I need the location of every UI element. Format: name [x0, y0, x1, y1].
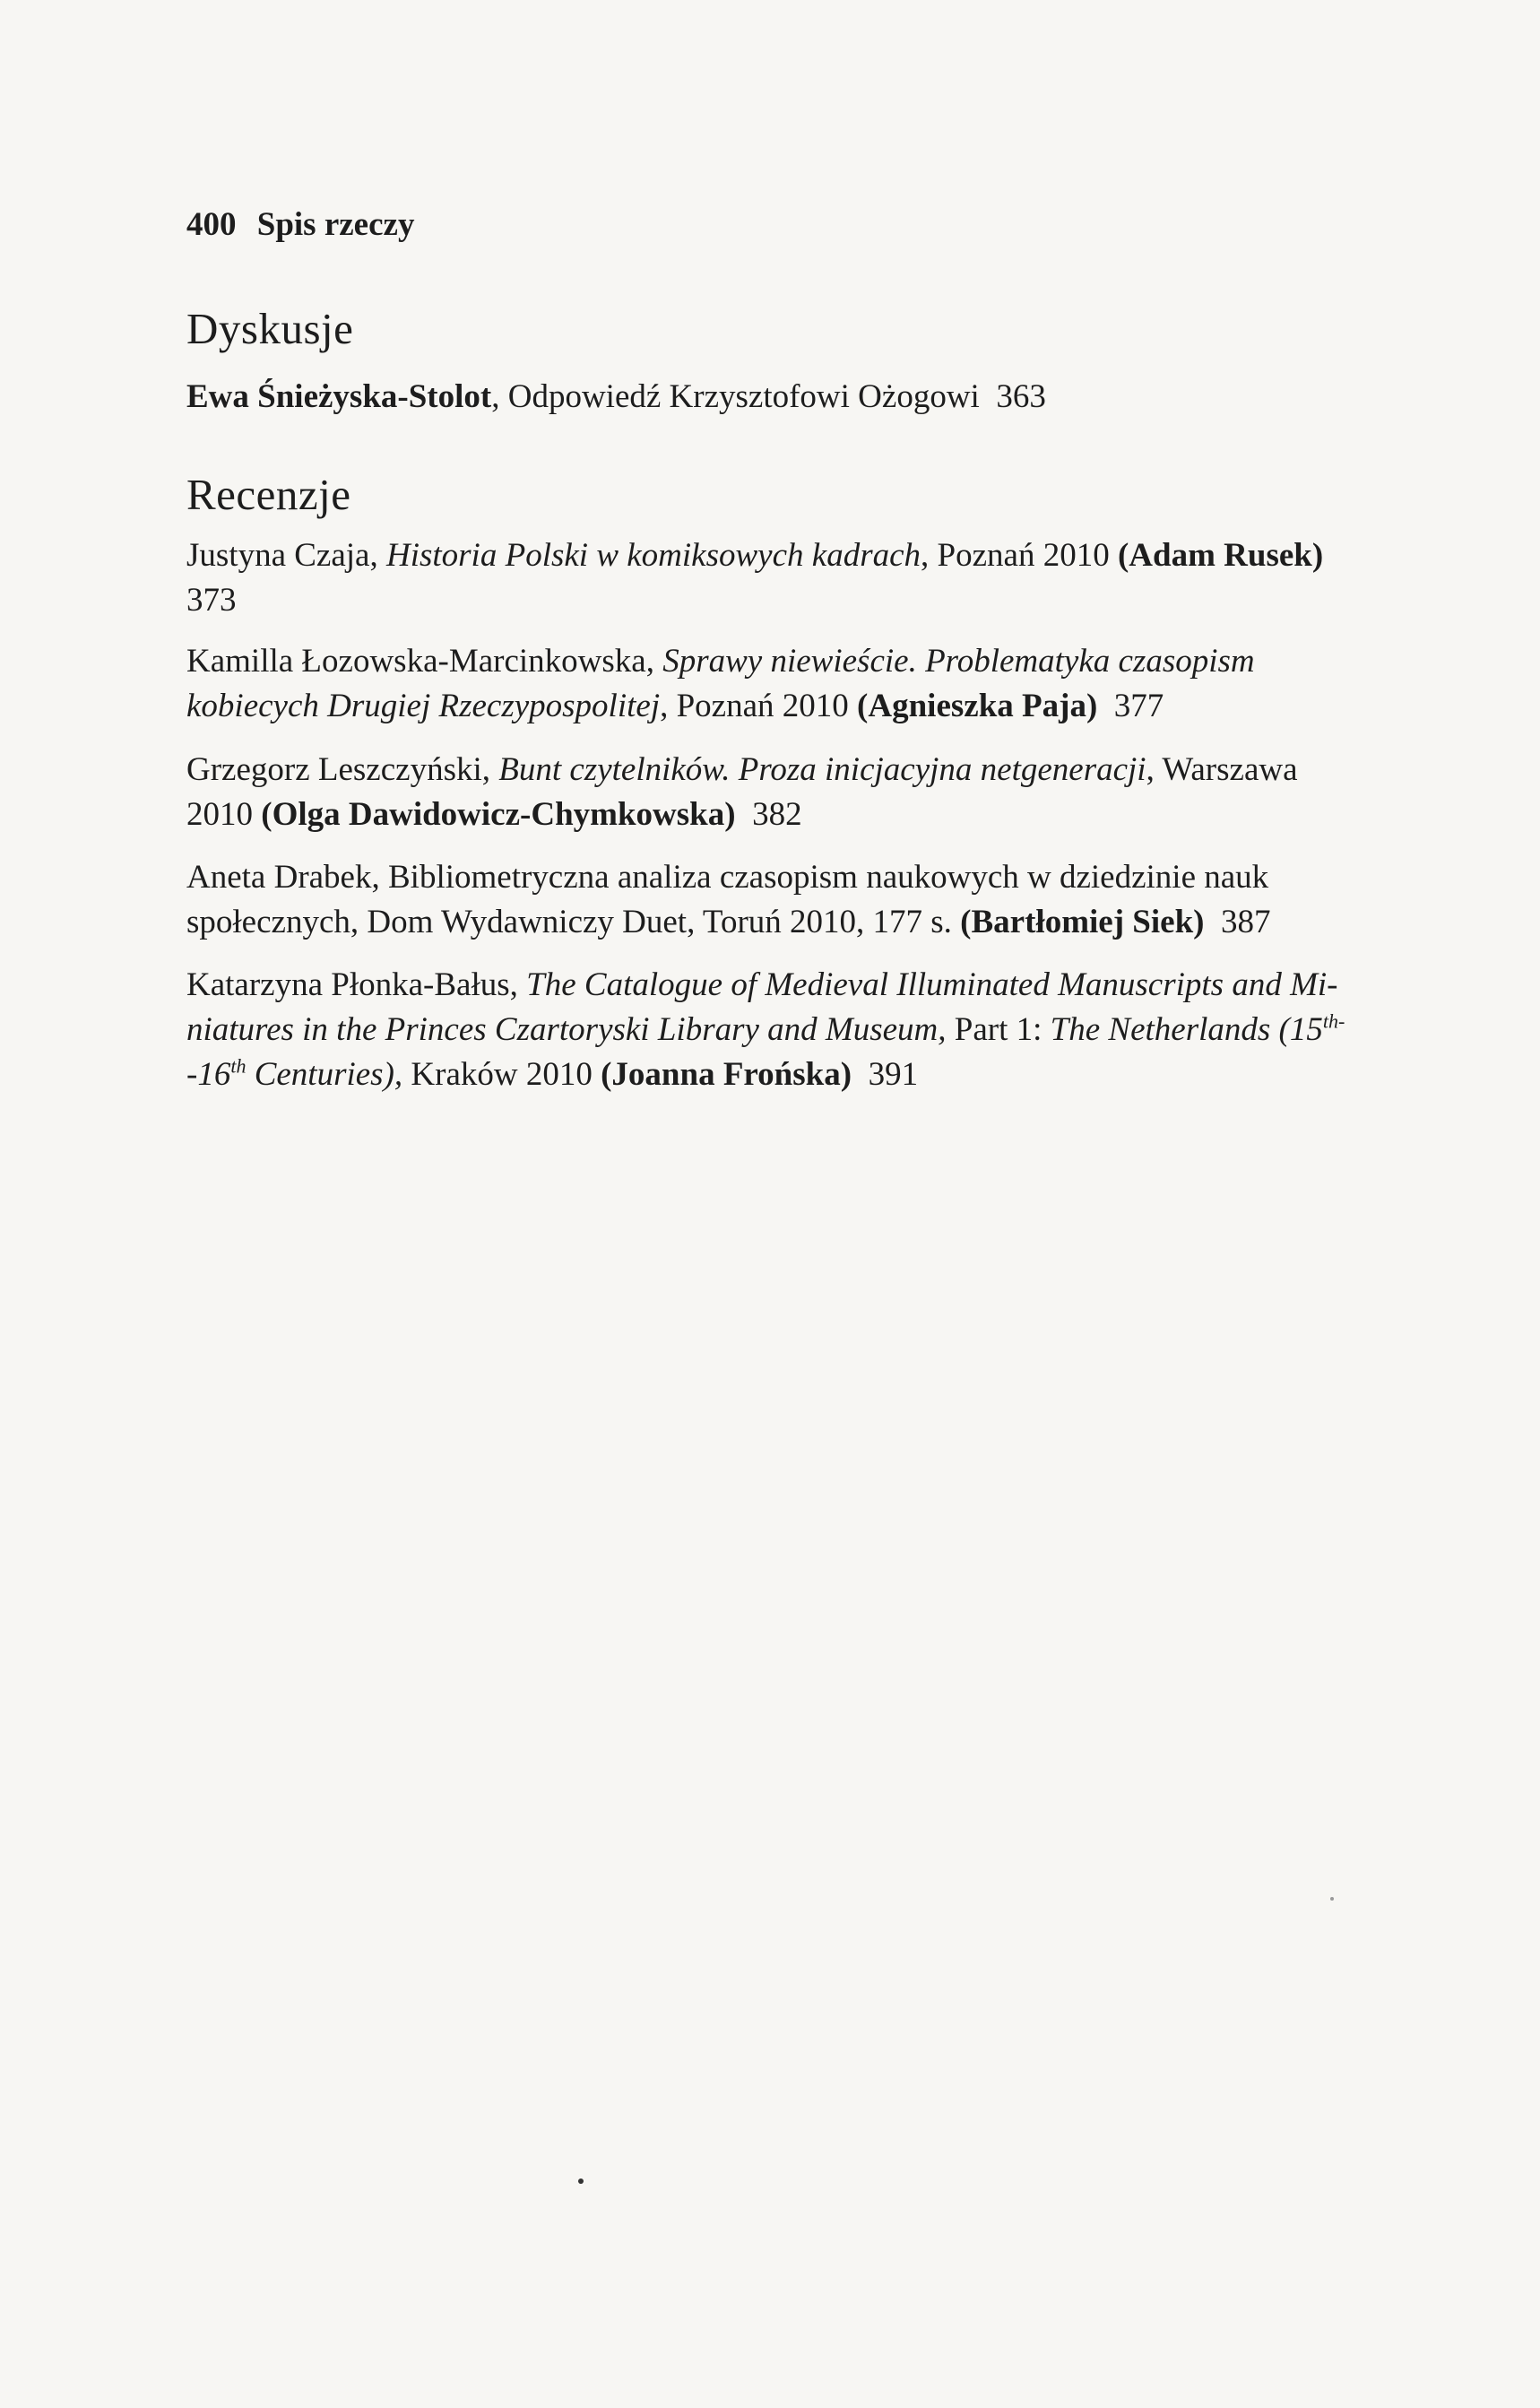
toc-entry-line	[186, 748, 1477, 793]
entry-author: Ewa Śnieżyska-Stolot	[186, 378, 492, 415]
toc-entry-line	[186, 684, 1477, 729]
toc-entry-line	[186, 578, 1477, 623]
entry-author: Grzegorz Leszczyński,	[186, 751, 499, 788]
entry-title: Odpowiedź Krzysztofowi Ożogowi	[507, 378, 980, 415]
toc-entry-line	[186, 639, 1477, 684]
toc-entry-recenzje-4	[186, 855, 1477, 945]
toc-entry-line	[186, 855, 1477, 900]
entry-part: Part 1:	[946, 1011, 1051, 1048]
entry-publication: , Warszawa	[1146, 751, 1298, 788]
entry-title: Bunt czytelników. Proza inicjacyjna netgeneracji	[498, 751, 1146, 788]
page-number: 400	[186, 206, 237, 243]
entry-page: 391	[868, 1056, 919, 1093]
entry-reviewer: (Joanna Frońska)	[601, 1056, 852, 1093]
entry-year: 2010	[186, 796, 262, 833]
toc-entry-recenzje-2	[186, 639, 1477, 729]
entry-title-continued: kobiecych Drugiej Rzeczypospolitej	[186, 688, 661, 724]
entry-separator: ,	[491, 378, 508, 415]
superscript: th	[230, 1054, 247, 1078]
toc-entry-dyskusje-1	[186, 375, 1477, 420]
toc-entry-recenzje-1	[186, 533, 1477, 623]
toc-entry-line	[186, 1052, 1477, 1097]
entry-publication: Kraków 2010	[402, 1056, 601, 1093]
superscript: th	[1322, 1009, 1338, 1033]
entry-author: Justyna Czaja,	[186, 537, 386, 574]
entry-author: Kamilla Łozowska-Marcinkowska,	[186, 643, 663, 680]
entry-reviewer: (Olga Dawidowicz-Chymkowska)	[261, 796, 736, 833]
running-title: Spis rzeczy	[256, 206, 415, 243]
toc-entry-line	[186, 900, 1477, 945]
entry-page: 363	[996, 378, 1046, 415]
entry-subtitle-end: Centuries),	[246, 1056, 403, 1093]
entry-title: The Catalogue of Medieval Illuminated Manuscripts and Mi-	[526, 966, 1338, 1003]
entry-text-continued: społecznych, Dom Wydawniczy Duet, Toruń 2010, 177 s.	[186, 904, 961, 940]
paper-speck	[1330, 1897, 1334, 1901]
entry-author: Katarzyna Płonka-Bałus,	[186, 966, 527, 1003]
toc-entry-line	[186, 533, 1477, 578]
entry-reviewer: (Adam Rusek)	[1117, 537, 1324, 574]
section-title-dyskusje: Dyskusje	[186, 304, 354, 353]
entry-subtitle: The Netherlands (15	[1050, 1011, 1323, 1048]
entry-reviewer: (Agnieszka Paja)	[857, 688, 1098, 724]
entry-publication: , Poznań 2010	[660, 688, 858, 724]
toc-entry-line	[186, 375, 1477, 420]
toc-entry-line	[186, 963, 1477, 1008]
entry-subtitle-continued: -16	[186, 1056, 231, 1093]
toc-entry-recenzje-3	[186, 748, 1477, 837]
running-head	[186, 203, 414, 247]
toc-entry-line	[186, 1008, 1477, 1052]
section-title-recenzje: Recenzje	[186, 470, 351, 519]
superscript-dash: -	[1338, 1009, 1345, 1033]
entry-page: 373	[186, 582, 237, 619]
entry-page: 377	[1113, 688, 1164, 724]
paper-speck	[578, 2178, 584, 2184]
toc-entry-line	[186, 793, 1477, 837]
entry-page: 382	[752, 796, 802, 833]
entry-text: Aneta Drabek, Bibliometryczna analiza czasopism naukowych w dziedzinie nauk	[186, 859, 1269, 896]
entry-publication: , Poznań 2010	[921, 537, 1118, 574]
entry-title: Sprawy niewieście. Problematyka czasopism	[662, 643, 1255, 680]
entry-page: 387	[1220, 904, 1271, 940]
entry-title-continued: niatures in the Princes Czartoryski Library and Museum,	[186, 1011, 947, 1048]
entry-reviewer: (Bartłomiej Siek)	[960, 904, 1205, 940]
toc-entry-recenzje-5	[186, 963, 1477, 1097]
entry-title: Historia Polski w komiksowych kadrach	[385, 537, 921, 574]
